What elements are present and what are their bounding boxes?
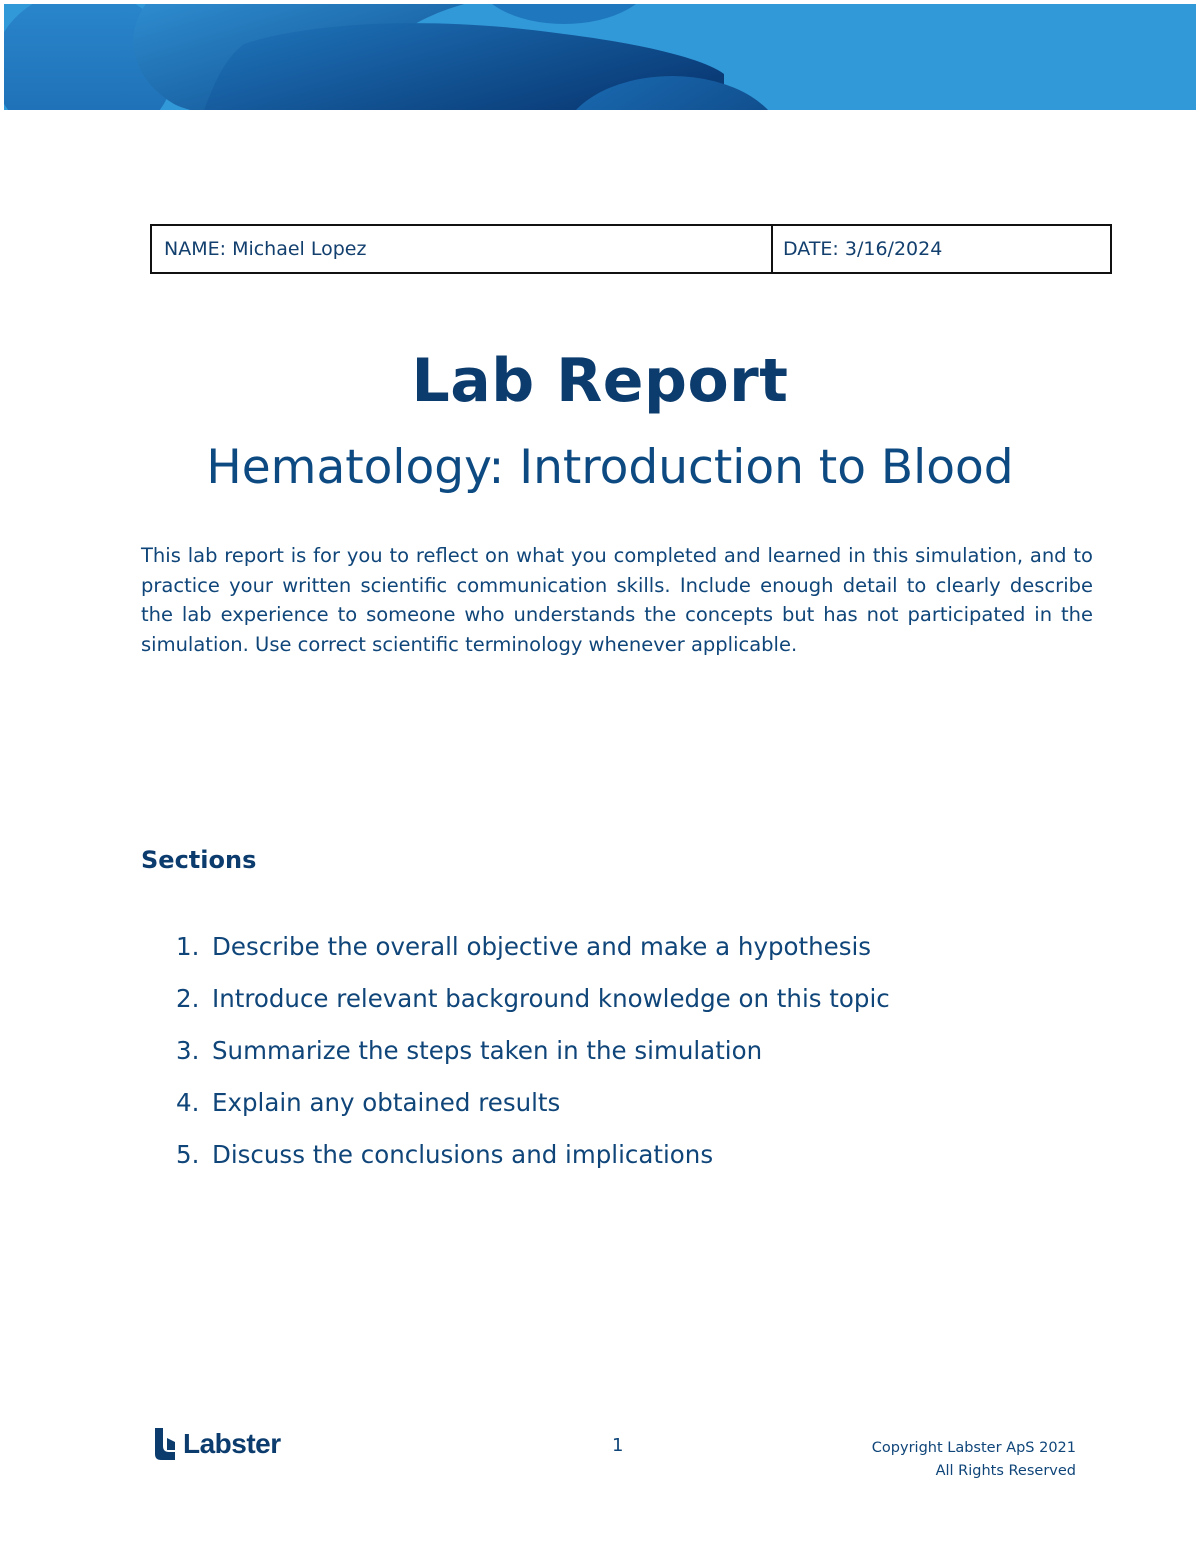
sections-heading: Sections — [141, 846, 257, 874]
page-title: Lab Report — [411, 346, 789, 416]
list-item-text: Introduce relevant background knowledge on this topic — [212, 984, 890, 1013]
date-value[interactable]: 3/16/2024 — [844, 238, 943, 260]
intro-paragraph: This lab report is for you to reflect on what you completed and learned in this simulation, and to practice your written scientific communication skills. Include enough detail to clearly describe the lab experience to someone who understands the concepts but has not participated in the simulation. Use correct scientific terminology whenever applicable. — [141, 544, 1093, 656]
list-item — [176, 1136, 890, 1188]
list-item-text: Describe the overall objective and make a hypothesis — [212, 932, 872, 961]
copyright-line: Copyright Labster ApS 2021 — [871, 1440, 1076, 1456]
date-cell — [773, 226, 1110, 272]
banner-decoration — [4, 4, 1196, 110]
name-value[interactable]: Michael Lopez — [232, 238, 367, 260]
list-item — [176, 928, 890, 980]
labster-logo — [153, 1428, 281, 1460]
header-banner — [4, 4, 1196, 110]
list-item-number: 1. — [176, 932, 200, 961]
date-label: DATE: — [783, 238, 845, 260]
list-item-number: 2. — [176, 984, 200, 1013]
rights-line: All Rights Reserved — [935, 1463, 1076, 1479]
page-subtitle: Hematology: Introduction to Blood — [206, 440, 1014, 495]
name-date-table — [150, 224, 1112, 274]
list-item-number: 4. — [176, 1088, 200, 1117]
labster-logo-icon — [153, 1428, 177, 1460]
list-item-text: Discuss the conclusions and implications — [212, 1140, 714, 1169]
page-number: 1 — [612, 1435, 624, 1456]
name-cell — [152, 226, 773, 272]
list-item-number: 5. — [176, 1140, 200, 1169]
list-item — [176, 1084, 890, 1136]
list-item-number: 3. — [176, 1036, 200, 1065]
logo-text: Labster — [183, 1428, 281, 1459]
list-item-text: Summarize the steps taken in the simulation — [212, 1036, 763, 1065]
list-item-text: Explain any obtained results — [212, 1088, 561, 1117]
sections-list — [176, 928, 890, 1188]
copyright-notice — [872, 1437, 1076, 1483]
name-label: NAME: — [164, 238, 233, 260]
list-item — [176, 980, 890, 1032]
list-item — [176, 1032, 890, 1084]
